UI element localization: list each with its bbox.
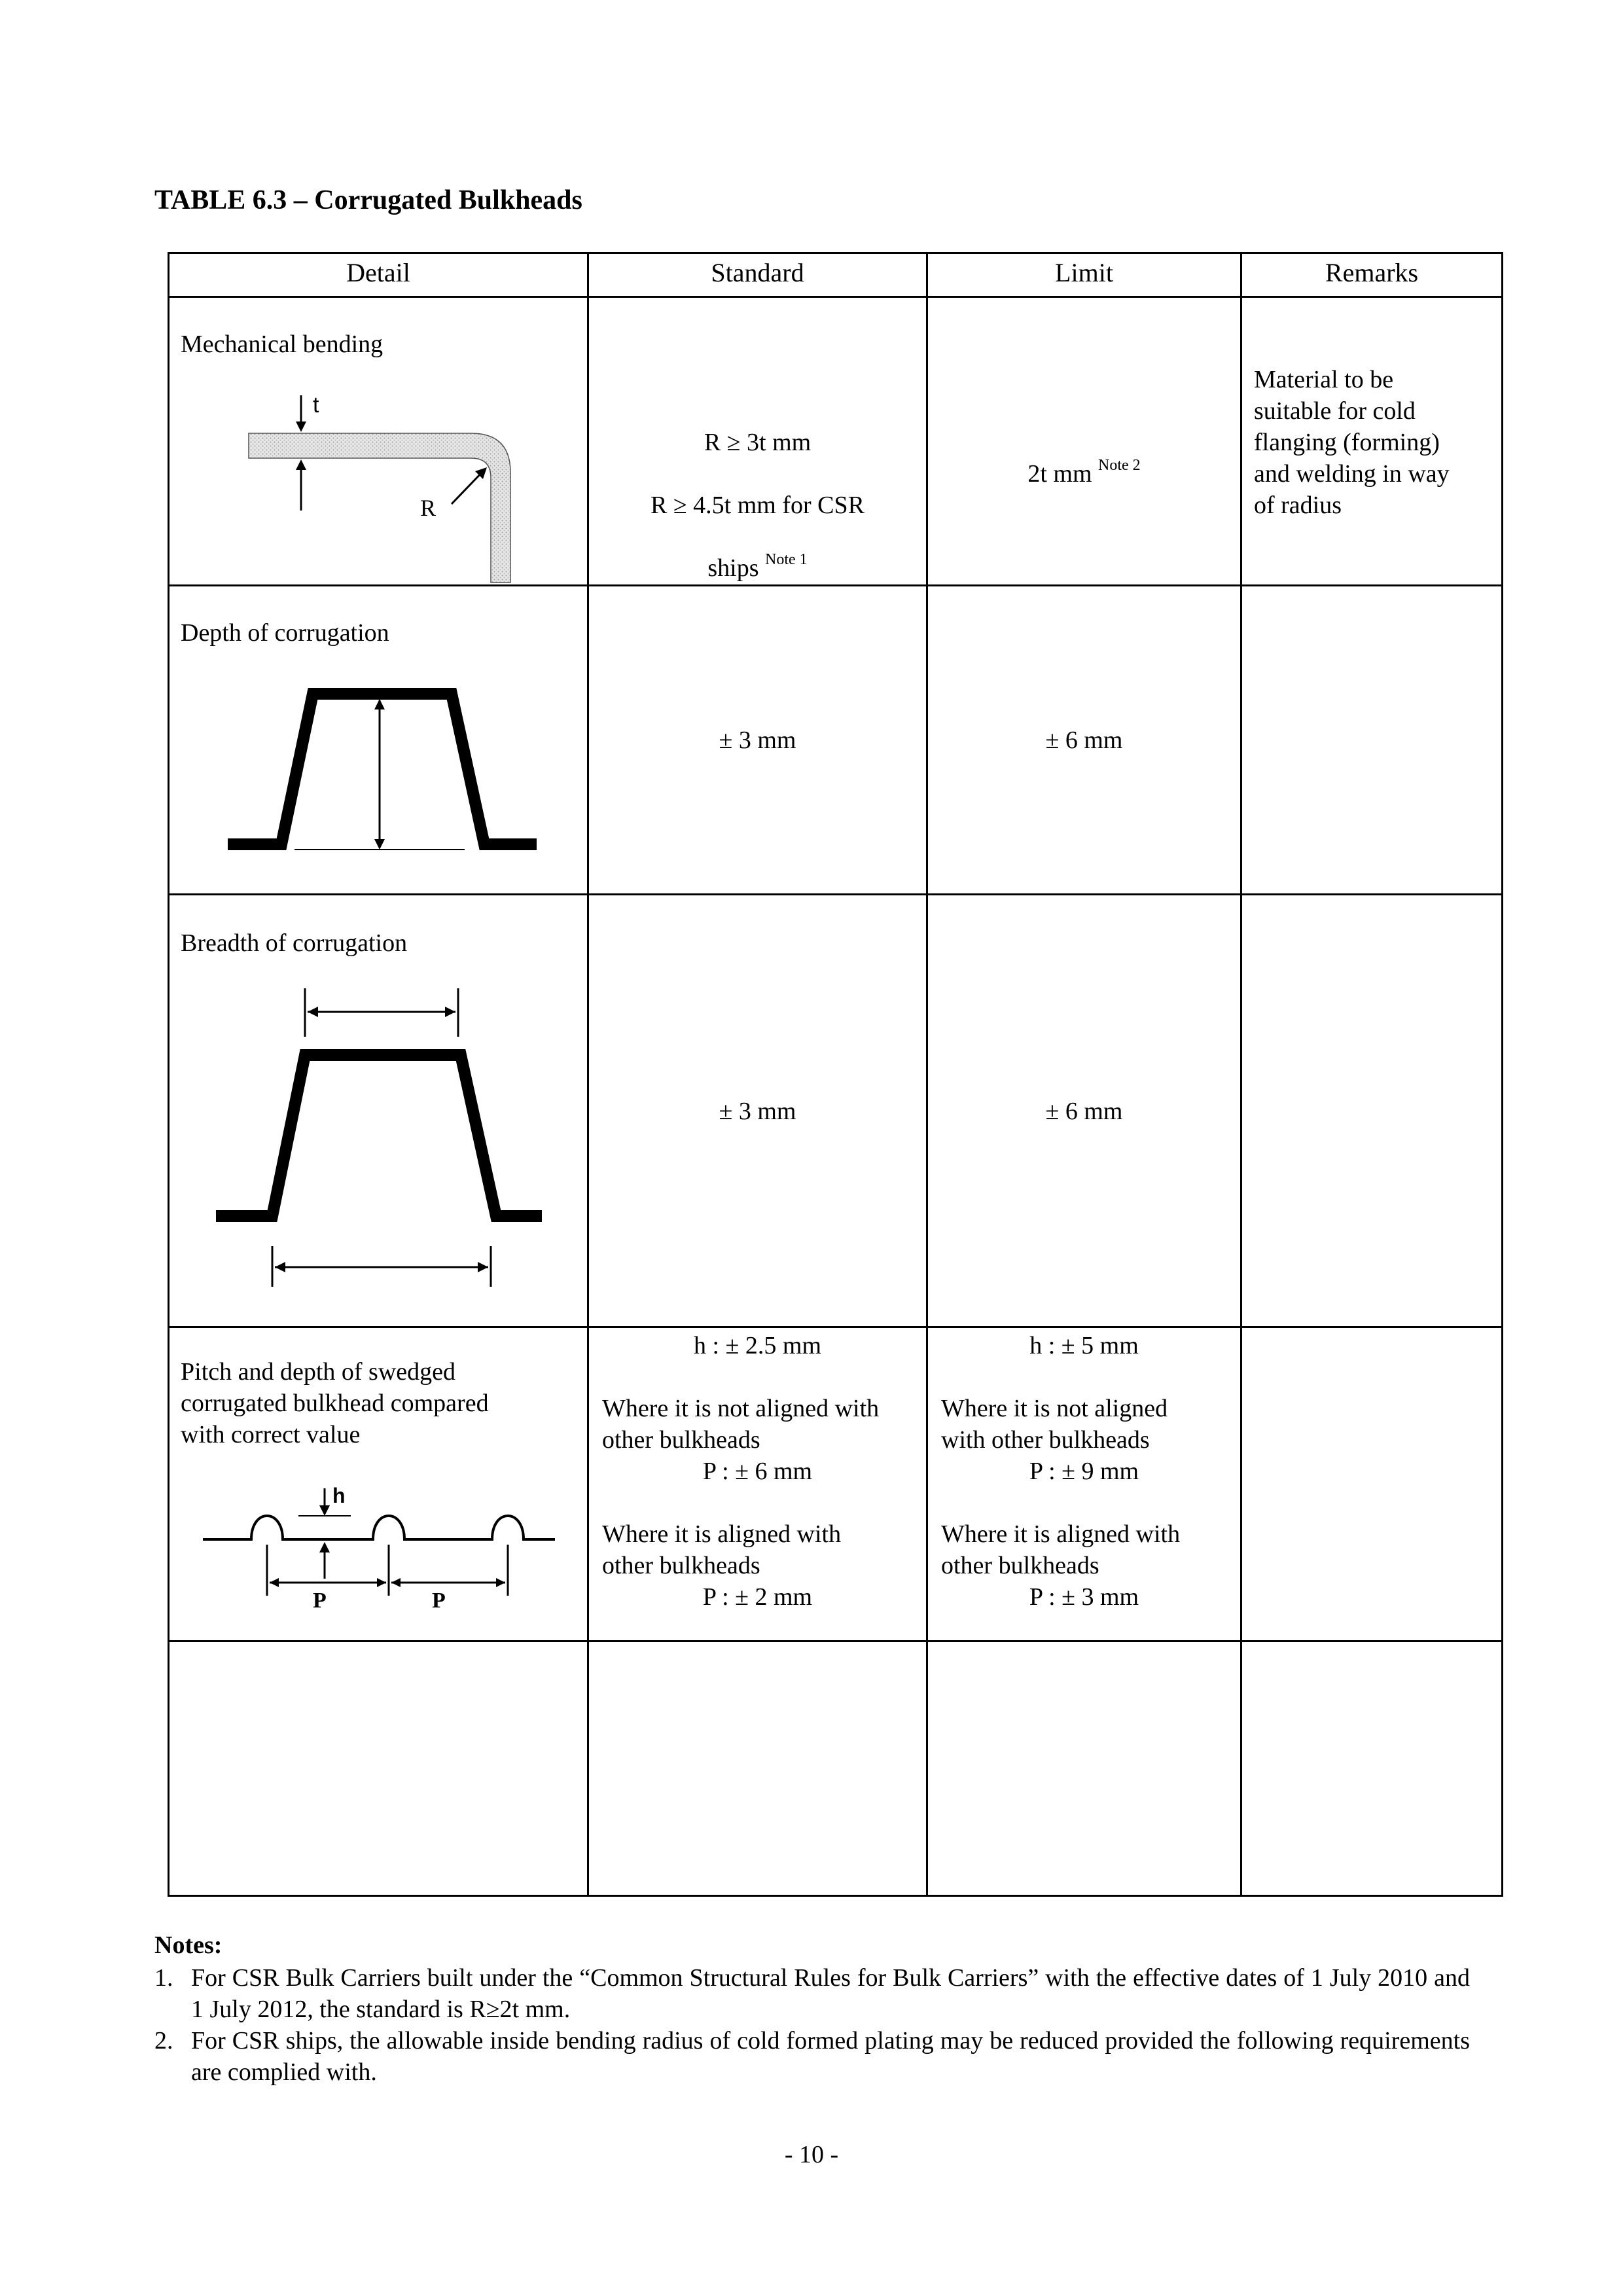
detail-depth-of-corrugation: Depth of corrugation [181, 619, 389, 647]
standard-aligned-value: P : ± 2 mm [702, 1583, 813, 1611]
t-arrowhead-bottom [296, 459, 306, 470]
bend-figure-baseline [541, 584, 587, 586]
top-breadth-arrowhead-right [445, 1007, 455, 1017]
label-h: h [332, 1484, 346, 1507]
limit-depth: ± 6 mm [1045, 726, 1123, 754]
swedge-profile [203, 1516, 555, 1539]
note-1-ref: Note 1 [764, 551, 808, 568]
note-1-number: 1. [154, 1964, 173, 1992]
standard-breadth: ± 3 mm [719, 1098, 796, 1125]
limit-aligned-value: P : ± 3 mm [1029, 1583, 1139, 1611]
row-divider-3 [168, 1326, 1503, 1328]
standard-line-3 [589, 552, 926, 584]
depth-arrowhead-bottom [374, 839, 385, 850]
row-divider-2 [168, 893, 1503, 895]
t-arrowhead-top [296, 422, 306, 432]
limit-not-aligned-text: Where it is not aligned with other bulkheads [941, 1395, 1168, 1454]
h-arrowhead-bottom [319, 1542, 330, 1552]
header-standard: Standard [711, 258, 804, 287]
h-arrowhead-top [319, 1505, 330, 1516]
limit-breadth: ± 6 mm [1045, 1098, 1123, 1125]
swedge-figure [196, 1479, 563, 1613]
standard-h-tolerance: h : ± 2.5 mm [693, 1332, 822, 1359]
label-P-1: P [313, 1588, 327, 1613]
header-remarks: Remarks [1325, 258, 1419, 287]
standard-not-aligned-text: Where it is not aligned with other bulkheads [602, 1395, 880, 1454]
column-divider-3 [1240, 252, 1242, 1897]
table-border-bottom [168, 1895, 1503, 1897]
note-item-1 [154, 1962, 1470, 2025]
detail-mechanical-bending: Mechanical bending [181, 331, 383, 358]
standard-depth: ± 3 mm [719, 726, 796, 754]
standard-line-1: R ≥ 3t mm [704, 429, 812, 456]
limit-aligned-text: Where it is aligned with other bulkheads [941, 1520, 1181, 1579]
header-limit: Limit [1055, 258, 1113, 287]
bottom-breadth-arrowhead-right [478, 1262, 488, 1272]
detail-pitch-and-depth: Pitch and depth of swedged corrugated bulkhead compared with correct value [181, 1358, 489, 1448]
standard-mechanical-bending [589, 395, 926, 615]
notes-heading: Notes: [154, 1931, 223, 1959]
breadth-figure [209, 982, 550, 1296]
note-1-text: For CSR Bulk Carriers built under the “Common Structural Rules for Bulk Carriers” with the effective dates of 1 July 2010 and 1 July 2012, the standard is R≥2t mm. [191, 1964, 1470, 2023]
page-number: - 10 - [784, 2141, 839, 2168]
row-divider-4 [168, 1640, 1503, 1642]
remarks-mechanical-bending: Material to be suitable for cold flanging (forming) and welding in way of radius [1254, 366, 1450, 519]
pitch-1-arrowhead-right [377, 1578, 386, 1587]
note-2-text: For CSR ships, the allowable inside bending radius of cold formed plating may be reduced provided the following requirements are complied with. [191, 2027, 1470, 2086]
corrugation-profile [228, 694, 537, 844]
header-detail: Detail [346, 258, 410, 287]
pitch-2-arrowhead-right [496, 1578, 505, 1587]
standard-ships: ships [707, 554, 759, 582]
column-divider-2 [926, 252, 928, 1897]
note-2-number: 2. [154, 2027, 173, 2054]
top-breadth-arrowhead-left [308, 1007, 318, 1017]
depth-arrowhead-top [374, 699, 385, 709]
depth-figure [223, 681, 537, 877]
limit-not-aligned-value: P : ± 9 mm [1029, 1458, 1139, 1485]
table-border-top [168, 252, 1503, 254]
standard-line-2: R ≥ 4.5t mm for CSR [650, 492, 865, 519]
label-R: R [420, 495, 437, 521]
standard-not-aligned-value: P : ± 6 mm [702, 1458, 813, 1485]
table-border-right [1501, 252, 1503, 1897]
label-t: t [313, 393, 319, 418]
pitch-2-arrowhead-left [391, 1578, 401, 1587]
bend-figure [223, 386, 563, 589]
header-divider [168, 296, 1503, 298]
note-item-2 [154, 2025, 1470, 2088]
limit-mechanical-bending [928, 427, 1240, 490]
note-2-ref: Note 2 [1098, 457, 1141, 474]
table-title: TABLE 6.3 – Corrugated Bulkheads [154, 185, 582, 215]
limit-value: 2t mm [1027, 460, 1092, 488]
detail-breadth-of-corrugation: Breadth of corrugation [181, 929, 408, 957]
bottom-breadth-arrowhead-left [275, 1262, 285, 1272]
standard-aligned-text: Where it is aligned with other bulkheads [602, 1520, 842, 1579]
label-P-2: P [432, 1588, 446, 1613]
pitch-1-arrowhead-left [270, 1578, 279, 1587]
limit-h-tolerance: h : ± 5 mm [1029, 1332, 1139, 1359]
corrugation-profile [216, 1055, 542, 1216]
bent-plate-section [249, 433, 510, 583]
table-border-left [168, 252, 169, 1897]
